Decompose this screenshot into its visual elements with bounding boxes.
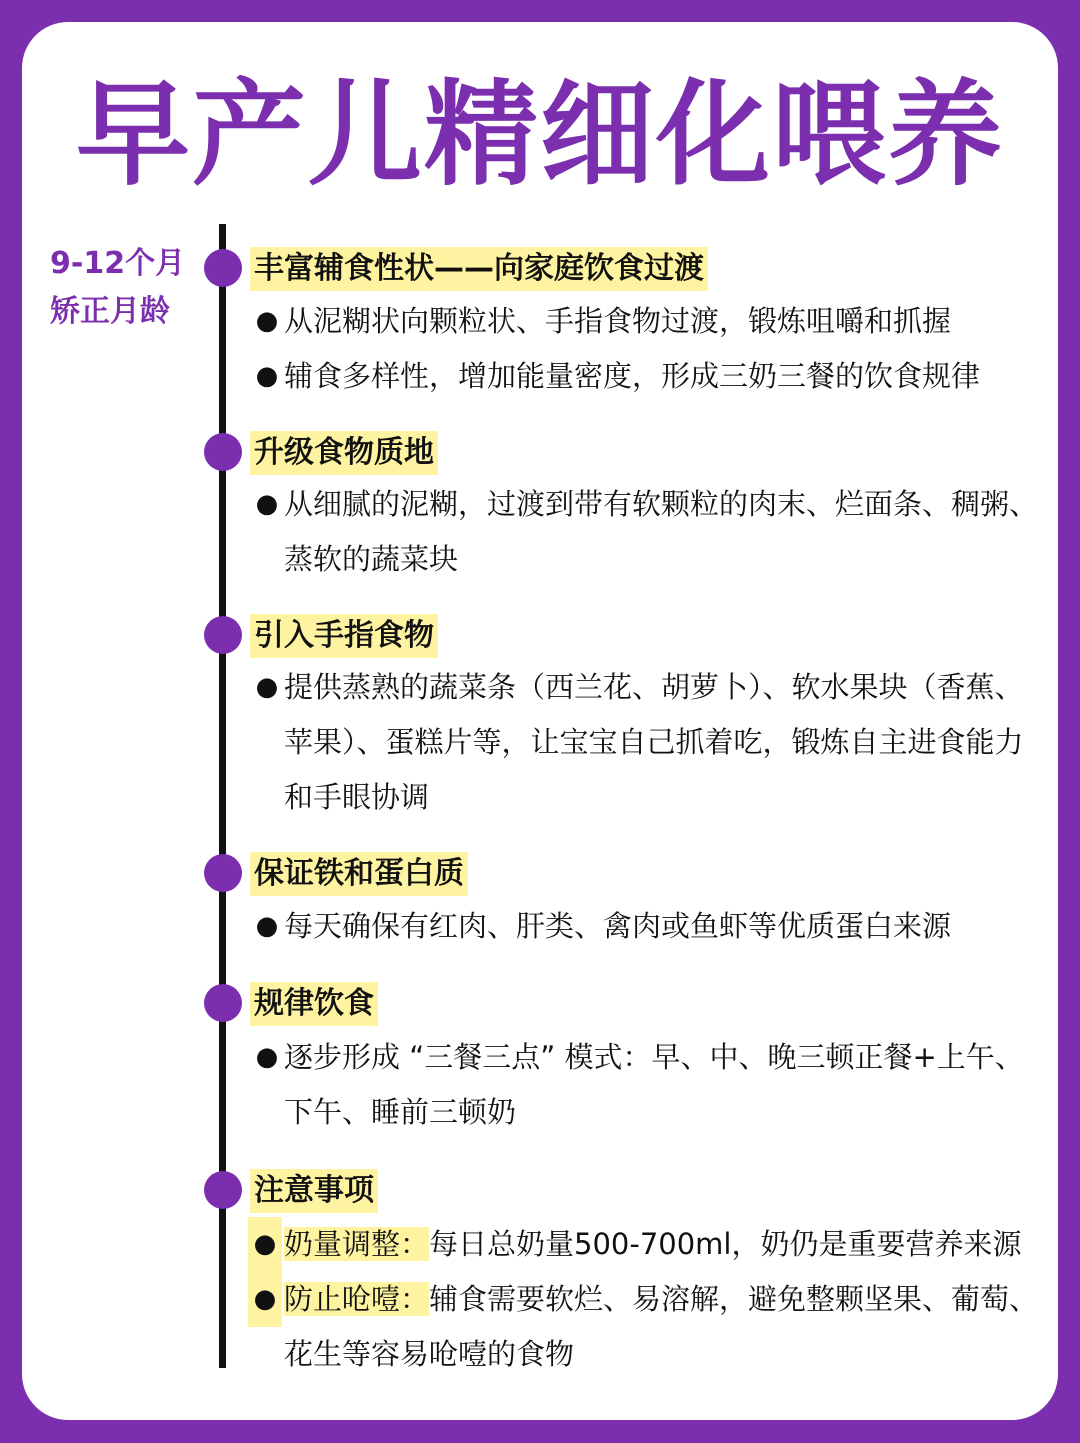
timeline-dot [204,854,242,892]
bullet-text: 提供蒸熟的蔬菜条（西兰花、胡萝卜）、软水果块（香蕉、苹果）、蛋糕片等，让宝宝自己抓着吃，锻炼自主进食能力和手眼协调 [284,670,1024,814]
page-title: 早产儿精细化喂养 [75,68,1004,201]
note-item [248,1217,1048,1272]
section-heading: 升级食物质地 [250,431,438,475]
bullet-icon: ● [255,489,279,519]
note-item [248,1272,1048,1382]
age-range: 9-12个月 [50,246,186,281]
note-label: 奶量调整： [284,1227,430,1261]
bullet-item [248,660,1048,825]
bullet-icon: ● [255,361,279,391]
bullet-text: 逐步形成 “三餐三点” 模式：早、中、晚三顿正餐+上午、下午、睡前三顿奶 [284,1040,1024,1129]
age-label [50,240,200,336]
section-heading: 规律饮食 [250,982,378,1026]
note-body: 辅食需要软烂、易溶解，避免整颗坚果、葡萄、花生等容易呛噎的食物 [284,1282,1039,1371]
bullet-icon: ● [255,1042,279,1072]
bullet-item [248,477,1048,587]
note-text [284,1217,1048,1272]
age-type: 矫正月龄 [50,294,170,329]
bullet-text: 从细腻的泥糊，过渡到带有软颗粒的肉末、烂面条、稠粥、蒸软的蔬菜块 [284,487,1039,576]
bullet-text: 辅食多样性，增加能量密度，形成三奶三餐的饮食规律 [284,359,981,393]
note-text [284,1272,1048,1382]
bullet-icon: ● [255,306,279,336]
bullet-item [248,349,1048,404]
timeline-dot [204,984,242,1022]
timeline-dot [204,249,242,287]
bullet-text: 从泥糊状向颗粒状、手指食物过渡，锻炼咀嚼和抓握 [284,304,952,338]
note-label: 防止呛噎： [284,1282,430,1316]
note-body: 每日总奶量500-700ml，奶仍是重要营养来源 [429,1227,1022,1261]
bullet-item [248,1030,1048,1140]
timeline-dot [204,433,242,471]
bullet-item [248,294,1048,349]
bullet-icon: ● [248,1217,282,1272]
section-heading: 注意事项 [250,1169,378,1213]
bullet-item [248,899,1048,954]
bullet-icon: ● [255,911,279,941]
timeline-dot [204,616,242,654]
section-heading: 引入手指食物 [250,614,438,658]
section-heading: 丰富辅食性状——向家庭饮食过渡 [250,247,708,291]
bullet-icon: ● [248,1272,282,1327]
bullet-text: 每天确保有红肉、肝类、禽肉或鱼虾等优质蛋白来源 [284,909,952,943]
timeline-dot [204,1171,242,1209]
bullet-icon: ● [255,672,279,702]
section-heading: 保证铁和蛋白质 [250,852,468,896]
